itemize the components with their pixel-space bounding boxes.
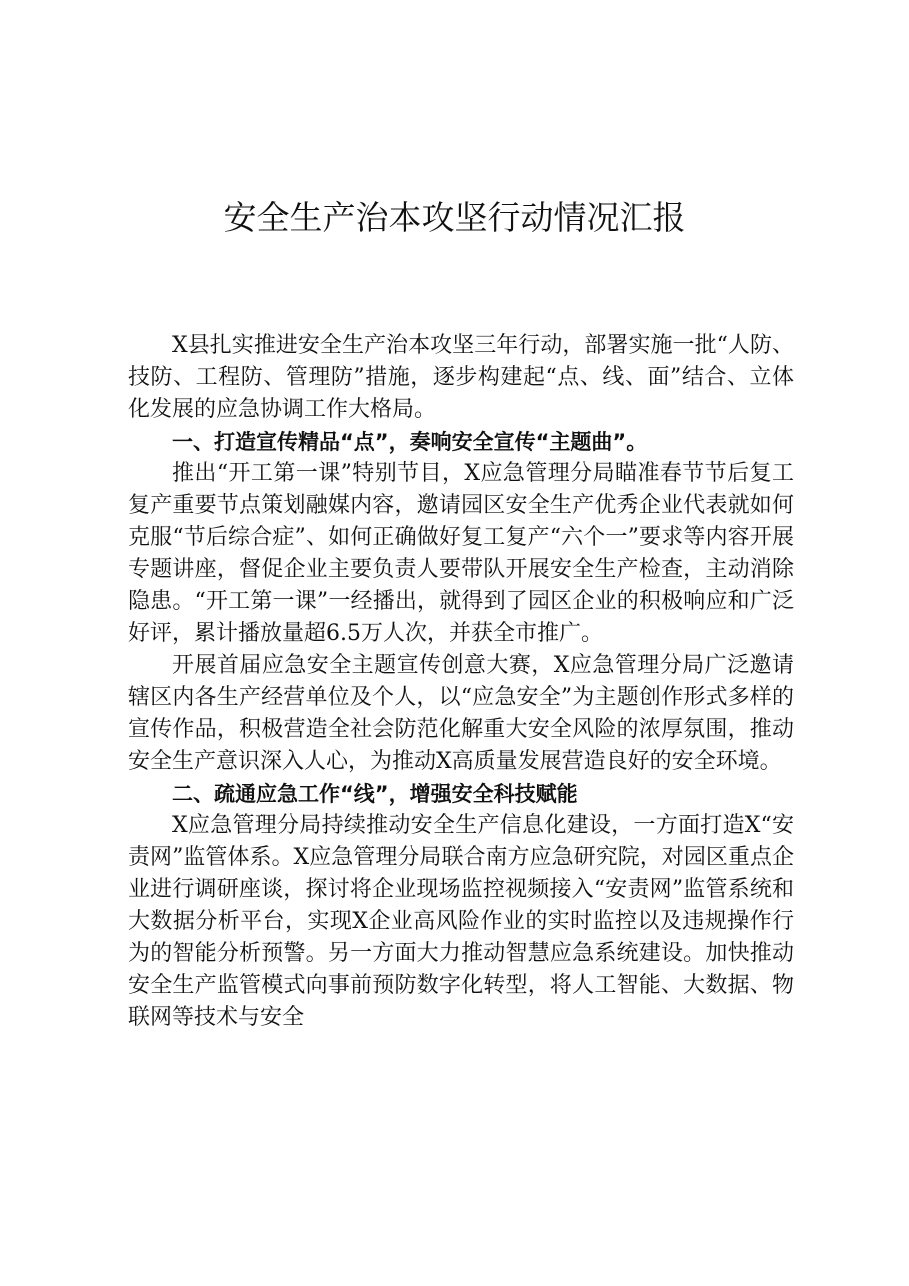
document-body — [128, 330, 794, 1034]
section-1-heading: 一、打造宣传精品“点”，奏响安全宣传“主题曲”。 — [172, 430, 648, 454]
section-1-paragraph-2: 开展首届应急安全主题宣传创意大赛，X应急管理分局广泛邀请辖区内各生产经营单位及个人，以“应急安全”为主题创作形式多样的宣传作品，积极营造全社会防范化解重大安全风险的浓厚氛围，推动安全生产意识深入人心，为推动X高质量发展营造良好的安全环境。 — [128, 653, 794, 774]
section-2-paragraph-1: X应急管理分局持续推动安全生产信息化建设，一方面打造X“安责网”监管体系。X应急管理分局联合南方应急研究院，对园区重点企业进行调研座谈，探讨将企业现场监控视频接入“安责网”监管系统和大数据分析平台，实现X企业高风险作业的实时监控以及违规操作行为的智能分析预警。另一方面大力推动智慧应急系统建设。加快推动安全生产监管模式向事前预防数字化转型，将人工智能、大数据、物联网等技术与安全 — [128, 813, 794, 1030]
intro-paragraph: X县扎实推进安全生产治本攻坚三年行动，部署实施一批“人防、技防、工程防、管理防”措施，逐步构建起“点、线、面”结合、立体化发展的应急协调工作大格局。 — [128, 333, 794, 422]
document-title: 安全生产治本攻坚行动情况汇报 — [223, 198, 686, 237]
section-2-heading: 二、疏通应急工作“线”，增强安全科技赋能 — [172, 782, 578, 806]
section-1-paragraph-1: 推出“开工第一课”特别节目，X应急管理分局瞄准春节节后复工复产重要节点策划融媒内容，邀请园区安全生产优秀企业代表就如何克服“节后综合症”、如何正确做好复工复产“六个一”要求等内容开展专题讲座，督促企业主要负责人要带队开展安全生产检查，主动消除隐患。“开工第一课”一经播出，就得到了园区企业的积极响应和广泛好评，累计播放量超6.5万人次，并获全市推广。 — [128, 461, 794, 646]
